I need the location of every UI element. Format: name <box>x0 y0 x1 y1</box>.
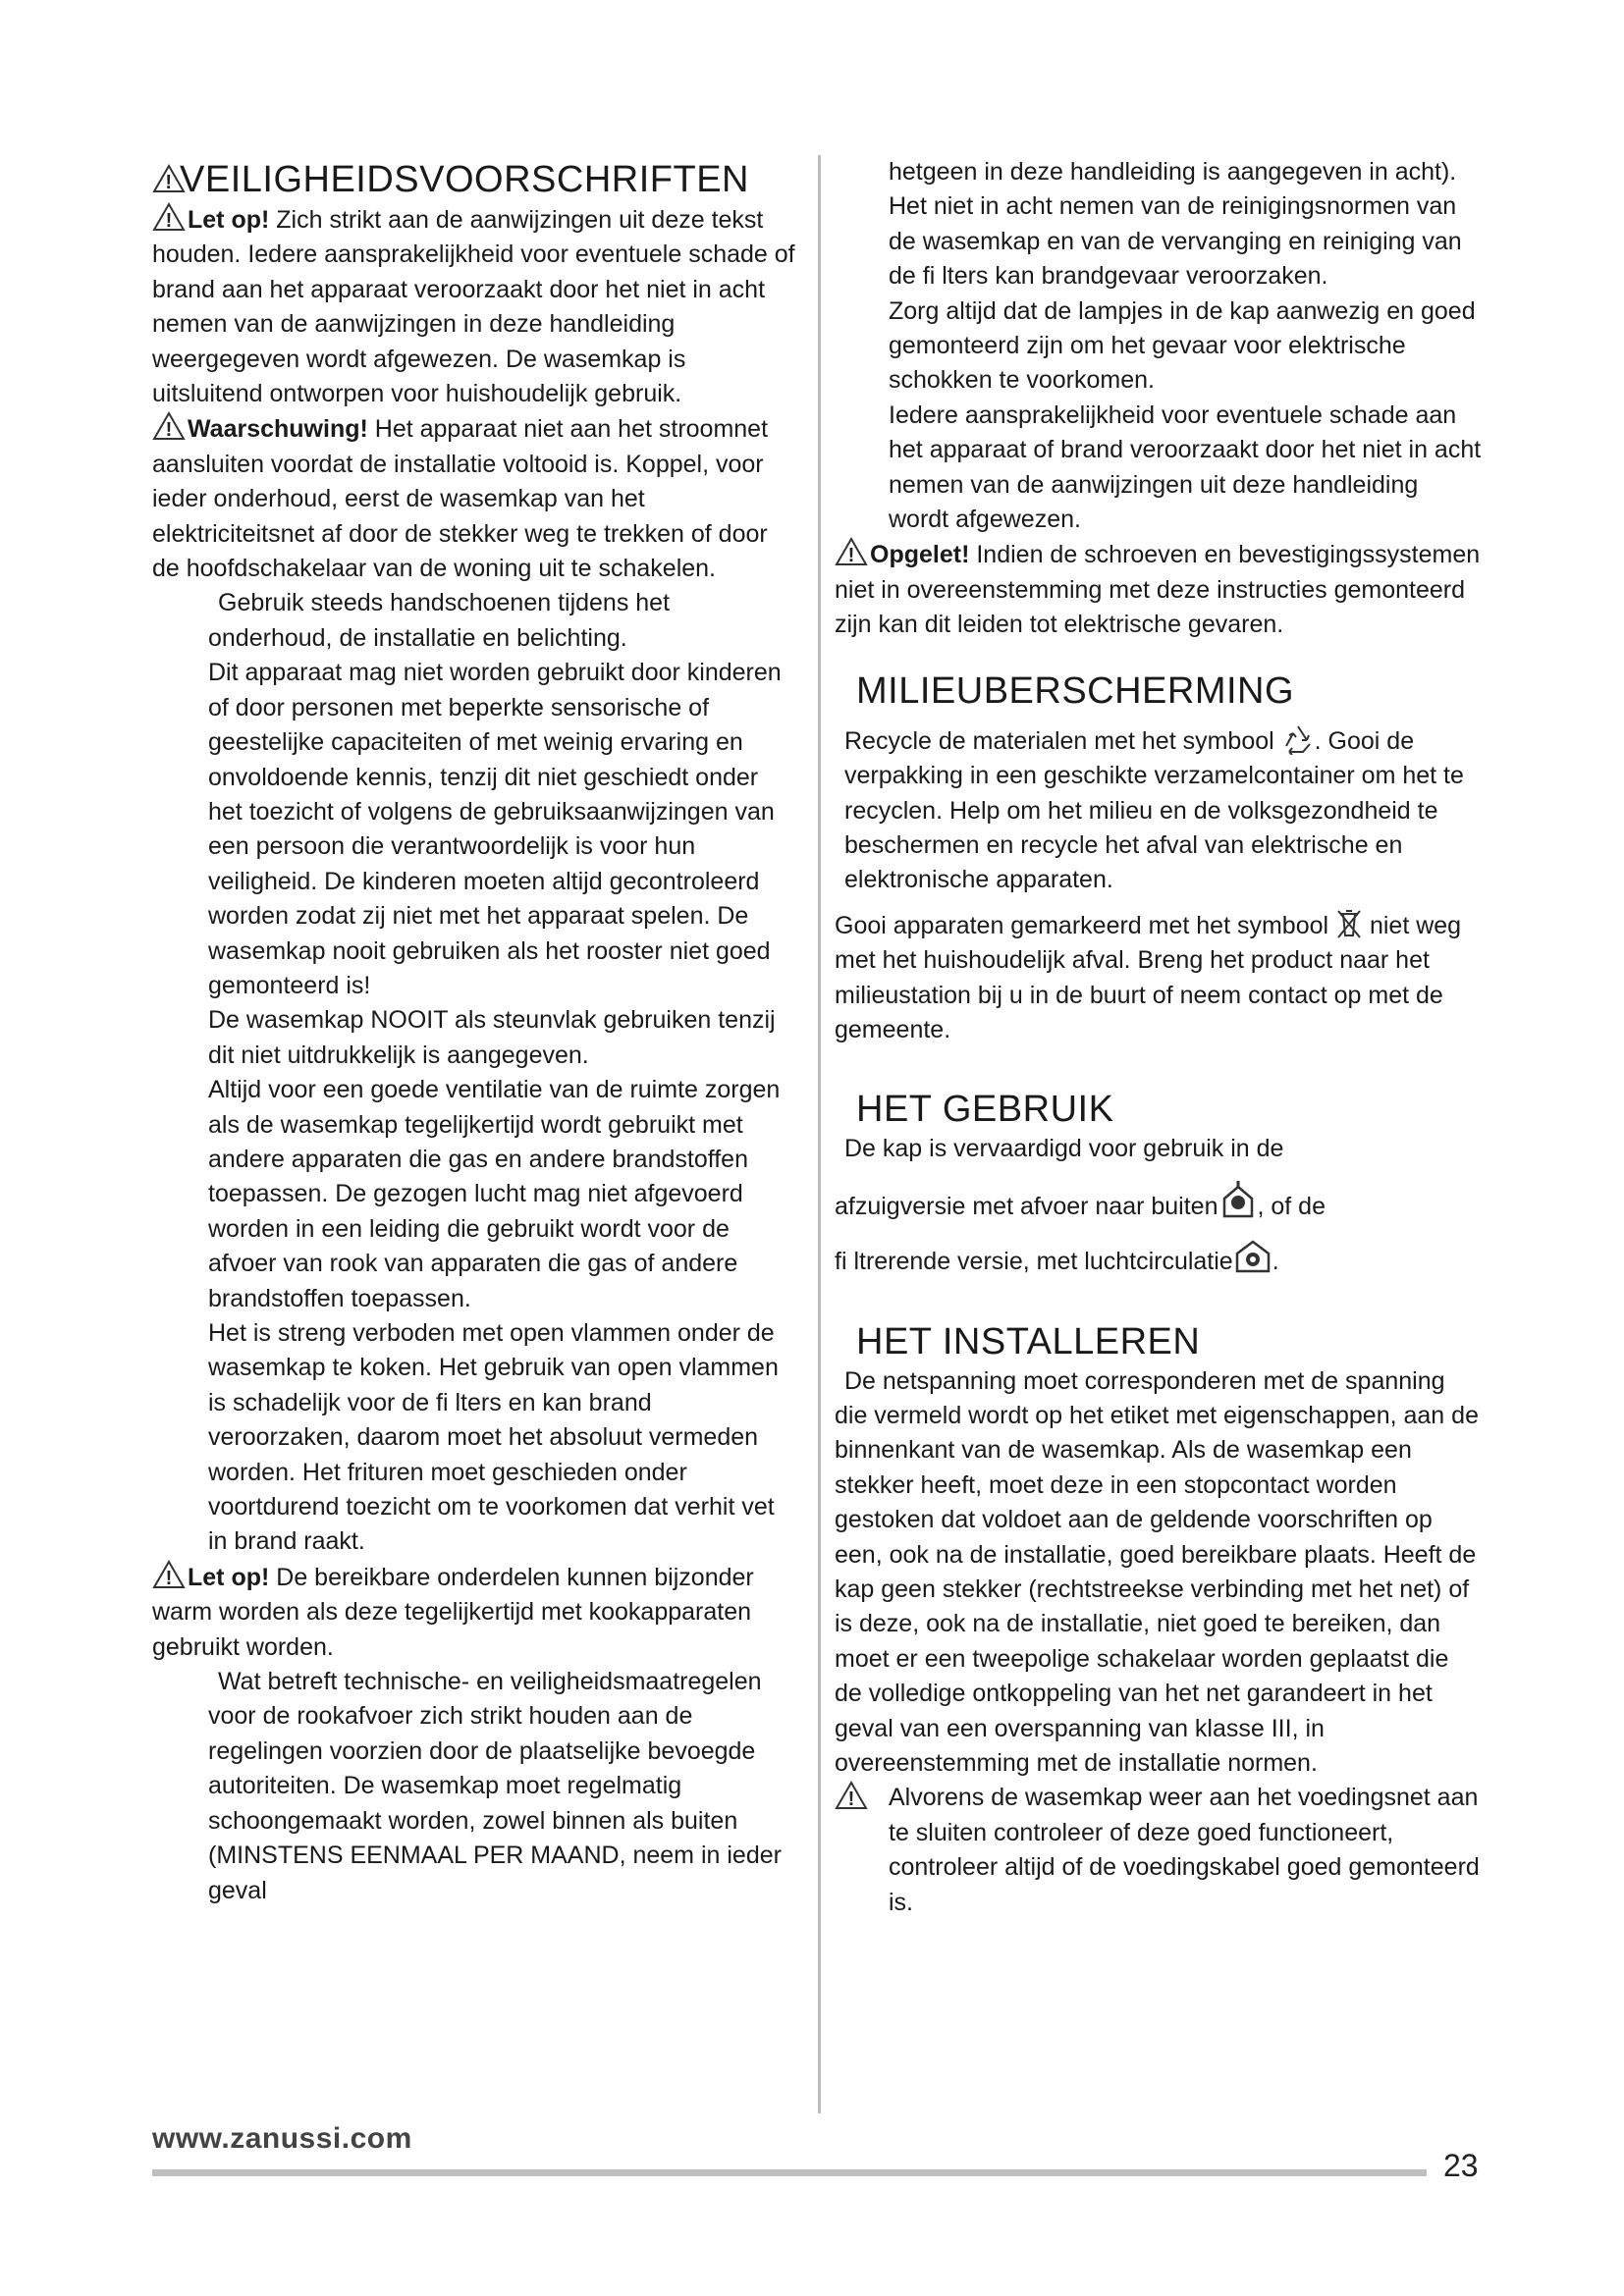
lamps-paragraph: Zorg altijd dat de lampjes in de kap aanwezig en goed gemonteerd zijn om het gevaar voor elektrische schokken te voorkomen. <box>889 296 1476 395</box>
liability-paragraph: Iedere aansprakelijkheid voor eventuele schade aan het apparaat of brand veroorzaakt door het niet in acht nemen van de aanwijzingen uit deze handleiding wordt afgewezen. <box>889 400 1482 534</box>
weee-paragraph: Gooi apparaten gemarkeerd met het symbool niet weg met het huishoudelijk afval. Breng het product naar het milieustation bij u in de buurt of neem contact op met de gemeente. <box>835 908 1483 1048</box>
safety-heading: ! VEILIGHEIDSVOORSCHRIFTEN <box>152 157 795 202</box>
installation-heading: HET INSTALLEREN <box>856 1320 1201 1362</box>
open-flame-paragraph: Het is streng verboden met open vlammen onder de wasemkap te koken. Het gebruik van open vlammen is schadelijk voor de fi lters en kan brand veroorzaken, daarom moet het absoluut vermeden worden. Het frituren moet geschieden onder voortdurend toezicht om te voorkomen dat verhit vet in brand raakt. <box>208 1319 779 1556</box>
warning-label: Waarschuwing! <box>188 415 368 444</box>
usage-line-3: fi ltrerende versie, met luchtcirculatie . <box>835 1238 1483 1279</box>
recirculation-hood-icon <box>1233 1238 1272 1275</box>
gloves-paragraph: Gebruik steeds handschoenen tijdens het onderhoud, de installatie en belichting. <box>208 589 671 652</box>
ventilation-paragraph: Altijd voor een goede ventilatie van de ruimte zorgen als de wasemkap tegelijkertijd wordt gebruikt met andere apparaten die gas en andere brandstoffen toepassen. De gezogen lucht mag niet afgevoerd worden in een leiding die gebruikt wordt voor de afvoer van rook van apparaten die gas of andere brandstoffen toepassen. <box>208 1076 781 1312</box>
usage-line-1: De kap is vervaardigd voor gebruik in de <box>844 1135 1284 1163</box>
svg-text:!: ! <box>165 172 173 193</box>
warning-triangle-icon <box>835 1781 868 1810</box>
recycle-paragraph: Recycle de materialen met het symbool . Gooi de verpakking in een geschikte verzamelcontainer om het te recyclen. Help om het milieu en de volksgezondheid te beschermen en recycle het afval van elektrische en elektronische apparaten. <box>835 723 1483 898</box>
right-column <box>835 155 1483 1920</box>
column-divider <box>818 155 821 2113</box>
warning-label: Opgelet! <box>870 541 970 569</box>
warning-triangle-icon <box>152 202 186 232</box>
svg-text:!: ! <box>847 545 855 567</box>
svg-text:!: ! <box>165 210 173 232</box>
recycle-icon <box>1281 723 1315 755</box>
svg-text:!: ! <box>165 1567 173 1589</box>
warning-label: Let op! <box>188 1563 270 1591</box>
warning-paragraph-2: ! Waarschuwing! Het apparaat niet aan het stroomnet aansluiten voordat de installatie voltooid is. Koppel, voor ieder onderhoud, eerst de wasemkap van het elektriciteitsnet af door de stekker weg te trekken of door de hoofdschakelaar van de woning uit te schakelen. <box>152 411 795 586</box>
left-column <box>152 157 795 1908</box>
warning-triangle-icon <box>152 1560 186 1589</box>
cleaning-paragraph: hetgeen in deze handleiding is aangegeven in acht). Het niet in acht nemen van de reinigingsnormen van de wasemkap en van de vervanging en reiniging van de fi lters kan brandgevaar veroorzaken. <box>889 158 1462 291</box>
children-paragraph: Dit apparaat mag niet worden gebruikt door kinderen of door personen met beperkte sensorische of geestelijke capaciteiten of met weinig ervaring en onvoldoende kennis, tenzij dit niet geschiedt onder het toezicht of volgens de gebruiksaanwijzingen van een persoon die verantwoordelijk is voor hun veiligheid. De kinderen moeten altijd gecontroleerd worden zodat zij niet met het apparaat spelen. De wasemkap nooit gebruiken als het rooster niet goed gemonteerd is! <box>208 659 782 999</box>
ducted-hood-icon <box>1218 1181 1258 1220</box>
warning-paragraph-1: ! Let op! Zich strikt aan de aanwijzingen uit deze tekst houden. Iedere aansprakelijkheid voor eventuele schade of brand aan het apparaat veroorzaakt door het niet in acht nemen van de aanwijzingen in deze handleiding weergegeven wordt afgewezen. De wasemkap is uitsluitend ontworpen voor huishoudelijk gebruik. <box>152 202 795 411</box>
svg-text:!: ! <box>165 419 173 442</box>
exhaust-regulations-paragraph: Wat betreft technische- en veiligheidsmaatregelen voor de rookafvoer zich strikt houden aan de regelingen voorzien door de plaatselijke bevoegde autoriteiten. De wasemkap moet regelmatig schoongemaakt worden, zowel binnen als buiten (MINSTENS EENMAAL PER MAAND, neem in ieder geval <box>208 1668 782 1904</box>
warning-paragraph-4: ! Opgelet! Indien de schroeven en bevestigingssystemen niet in overeenstemming met deze instructies gemonteerd zijn kan dit leiden tot elektrische gevaren. <box>835 537 1483 642</box>
warning-triangle-icon <box>152 411 186 441</box>
warning-triangle-icon <box>835 537 868 566</box>
page-number: 23 <box>1443 2148 1479 2183</box>
usage-heading: HET GEBRUIK <box>856 1089 1114 1131</box>
environment-heading: MILIEUBERSCHERMING <box>856 669 1295 712</box>
warning-paragraph-3: ! Let op! De bereikbare onderdelen kunnen bijzonder warm worden als deze tegelijkertijd met kookapparaten gebruikt worden. <box>152 1560 795 1665</box>
warning-label: Let op! <box>188 206 270 234</box>
footer-website: www.zanussi.com <box>152 2122 412 2155</box>
footer-rule <box>152 2169 1427 2176</box>
svg-text:!: ! <box>847 1789 855 1811</box>
crossed-bin-icon <box>1335 908 1363 939</box>
installation-paragraph: De netspanning moet corresponderen met de spanning die vermeld wordt op het etiket met eigenschappen, aan de binnenkant van de wasemkap. Als de wasemkap een stekker heeft, moet deze in een stopcontact worden gestoken dat voldoet aan de geldende voorschriften op een, ook na de installatie, goed bereikbare plaats. Heeft de kap geen stekker (rechtstreekse verbinding met het net) of is deze, ook na de installatie, niet goed te bereiken, dan moet er een tweepolige schakelaar worden geplaatst die de volledige ontkoppeling van het net garandeert in het geval van een overspanning van klasse III, in overeenstemming met de installatie normen. <box>835 1366 1479 1778</box>
usage-line-2: afzuigversie met afvoer naar buiten , of de <box>835 1181 1483 1224</box>
installation-warning: ! Alvorens de wasemkap weer aan het voedingsnet aan te sluiten controleer of deze goed functioneert, controleer altijd of de voedingskabel goed gemonteerd is. <box>835 1781 1483 1920</box>
support-paragraph: De wasemkap NOOIT als steunvlak gebruiken tenzij dit niet uitdrukkelijk is aangegeven. <box>208 1006 776 1069</box>
